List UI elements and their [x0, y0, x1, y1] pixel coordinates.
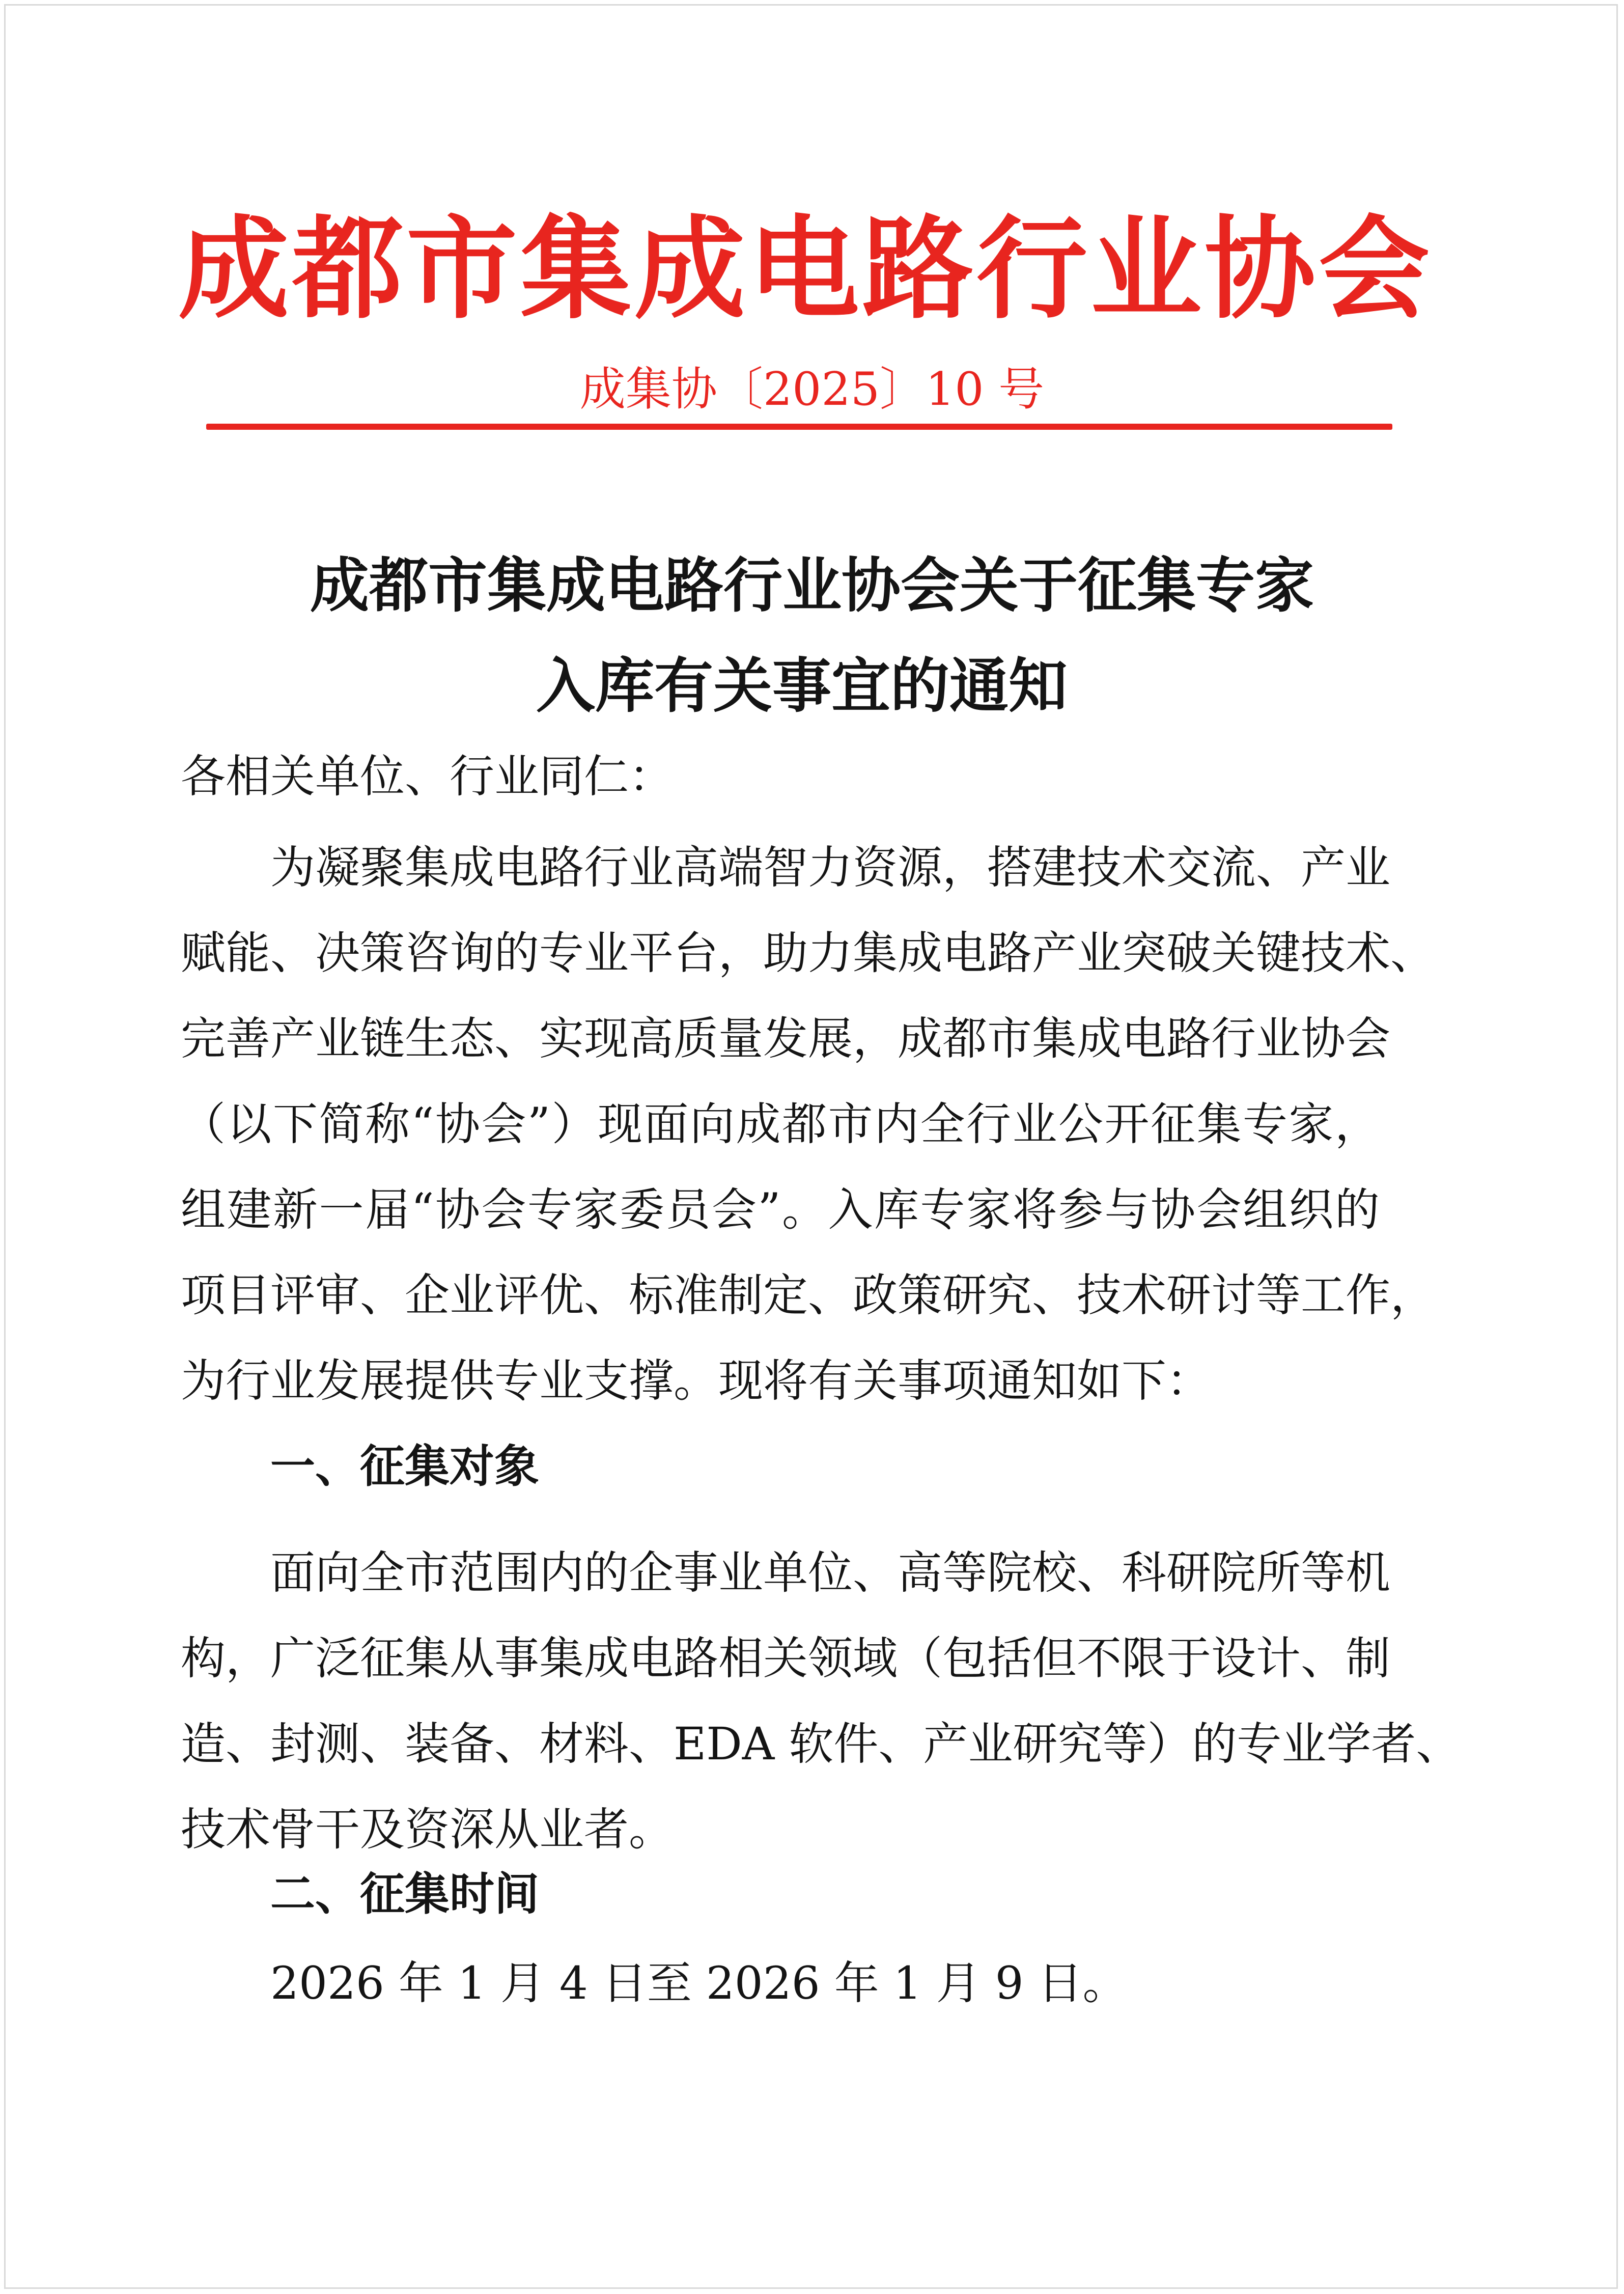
paragraph-line: 面向全市范围内的企事业单位、高等院校、科研院所等机 [270, 1546, 1391, 1599]
paragraph-line: 完善产业链生态、实现高质量发展，成都市集成电路行业协会 [181, 1012, 1391, 1065]
paragraph-line: 为行业发展提供专业支撑。现将有关事项通知如下： [181, 1355, 1212, 1407]
recruitment-target-paragraph [181, 1530, 1461, 1872]
recruitment-time-text: 2026 年 1 月 4 日至 2026 年 1 月 9 日。 [270, 1957, 1128, 2009]
red-divider-line [206, 424, 1392, 430]
salutation: 各相关单位、行业同仁： [181, 750, 674, 803]
notice-title-line-2: 入库有关事宜的通知 [536, 651, 1068, 721]
paragraph-line: 为凝聚集成电路行业高端智力资源，搭建技术交流、产业 [270, 841, 1391, 894]
paragraph-line: 项目评审、企业评优、标准制定、政策研究、技术研讨等工作， [181, 1269, 1436, 1321]
section-heading-recruitment-time: 二、征集时间 [270, 1868, 540, 1920]
paragraph-line: （以下简称“协会”）现面向成都市内全行业公开征集专家， [181, 1098, 1380, 1150]
intro-paragraph [181, 825, 1436, 1424]
notice-title-line-1: 成都市集成电路行业协会关于征集专家 [310, 551, 1314, 620]
masthead-org-name: 成都市集成电路行业协会 [178, 205, 1433, 334]
document-number: 成集协〔2025〕10 号 [579, 363, 1045, 416]
section-heading-recruitment-target: 一、征集对象 [270, 1440, 540, 1493]
paragraph-line: 造、封测、装备、材料、EDA 软件、产业研究等）的专业学者、 [181, 1718, 1461, 1770]
paragraph-line: 构，广泛征集从事集成电路相关领域（包括但不限于设计、制 [181, 1632, 1391, 1684]
paragraph-line: 技术骨干及资深从业者。 [181, 1803, 674, 1856]
paragraph-line: 赋能、决策咨询的专业平台，助力集成电路产业突破关键技术、 [181, 927, 1436, 979]
paragraph-line: 组建新一届“协会专家委员会”。入库专家将参与协会组织的 [181, 1183, 1380, 1236]
